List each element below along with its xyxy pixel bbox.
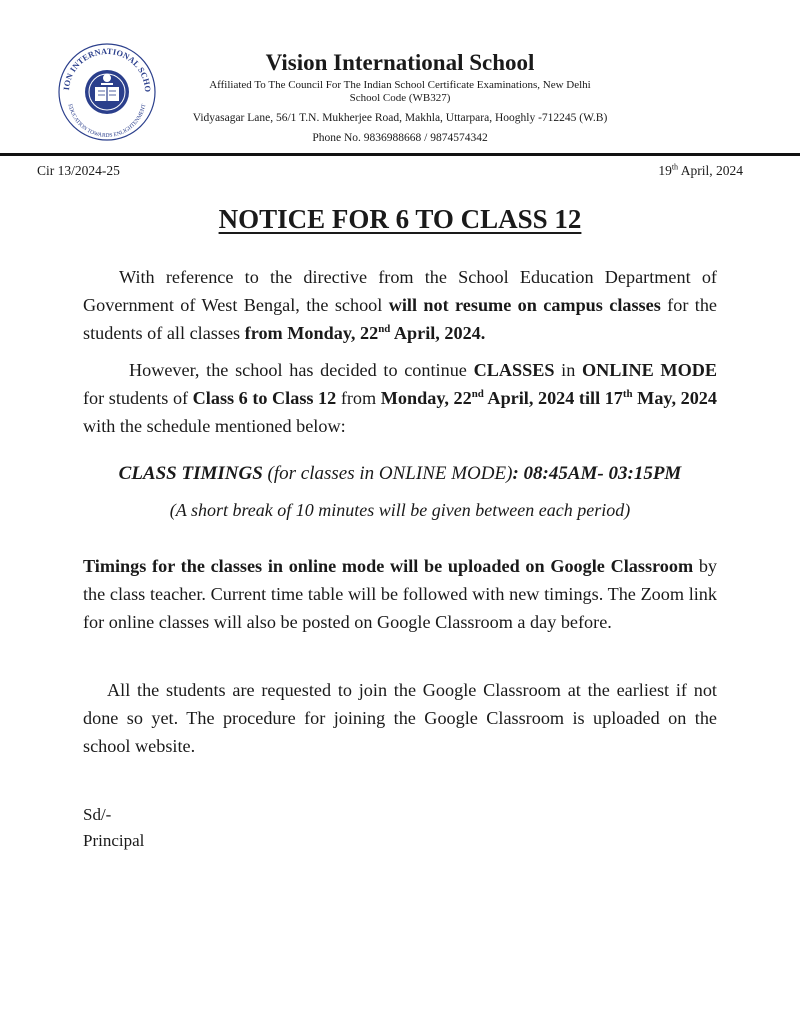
paragraph-google-classroom: Timings for the classes in online mode will be uploaded on Google Classroom by the class teacher. Current time table will be followed with new timings. The Zoom link for online classes will also be posted on Google Classroom a day before.: [83, 556, 718, 632]
school-logo: [55, 40, 159, 144]
paragraph-directive: With reference to the directive from the School Education Department of Government of West Bengal, the school will not resume on campus classes for the students of all classes from Monday, 22nd April, 2024.: [83, 267, 717, 343]
class-timings: CLASS TIMINGS (for classes in ONLINE MODE): 08:45AM- 03:15PM: [118, 463, 682, 484]
header-divider: [0, 153, 800, 156]
school-address: Vidyasagar Lane, 56/1 T.N. Mukherjee Road, Makhla, Uttarpara, Hooghly -712245 (W.B): [192, 112, 608, 124]
circular-date: 19th April, 2024: [658, 162, 743, 178]
paragraph-online-classes: However, the school has decided to continue CLASSES in ONLINE MODE for students of Class 6 to Class 12 from Monday, 22nd April, 2024 till 17th May, 2024 with the schedule mentioned below:: [83, 360, 718, 436]
school-phone: Phone No. 9836988668 / 9874574342: [312, 132, 488, 144]
break-note: (A short break of 10 minutes will be given between each period): [169, 500, 631, 520]
signature-sd: Sd/-: [83, 805, 112, 824]
signature-designation: Principal: [83, 831, 145, 850]
notice-title: NOTICE FOR 6 TO CLASS 12: [218, 204, 582, 234]
logo-text-bottom: EDUCATION TOWARDS ENLIGHTENMENT: [66, 103, 148, 140]
affiliation-text: Affiliated To The Council For The Indian School Certificate Examinations, New Delhi: [209, 79, 591, 91]
logo-text-top: ION INTERNATIONAL SCHO: [62, 46, 153, 93]
school-name: Vision International School: [265, 50, 535, 75]
circular-number: Cir 13/2024-25: [37, 163, 120, 178]
paragraph-join-request: All the students are requested to join the Google Classroom at the earliest if not done so yet. The procedure for joining the Google Classroom is uploaded on the school website.: [83, 680, 717, 756]
signature-block: [83, 802, 144, 854]
school-code: School Code (WB327): [349, 92, 451, 104]
